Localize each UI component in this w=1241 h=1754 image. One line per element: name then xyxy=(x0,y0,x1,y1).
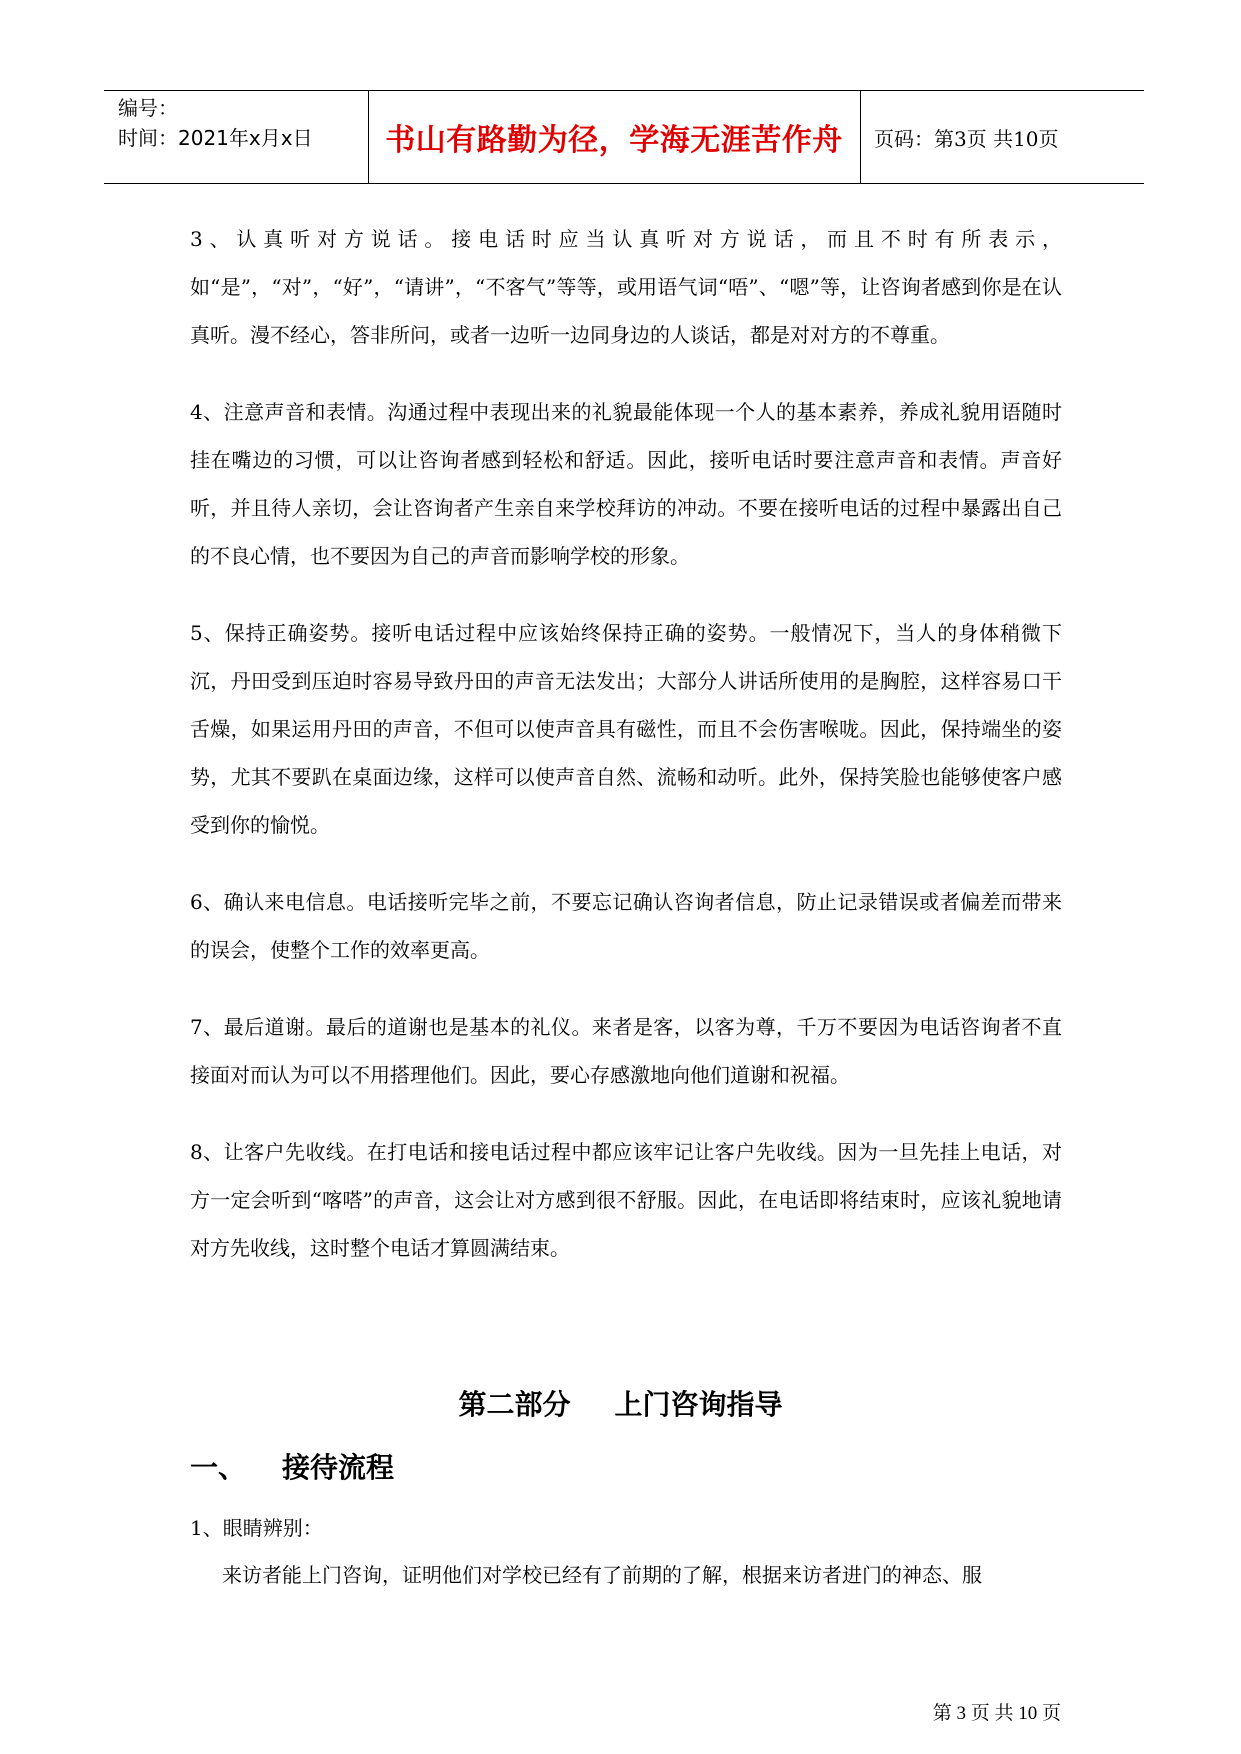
page-footer: 第 3 页 共 10 页 xyxy=(932,1703,1061,1724)
paragraph-8: 8、让客户先收线。在打电话和接电话过程中都应该牢记让客户先收线。因为一旦先挂上电话，对方一定会听到“喀嗒”的声音，这会让对方感到很不舒服。因此，在电话即将结束时，应该礼貌地请对方先收线，这时整个电话才算圆满结束。 xyxy=(190,1140,1062,1260)
header-motto: 书山有路勤为径，学海无涯苦作舟 xyxy=(385,123,843,158)
list-item-label: 1、眼睛辨别： xyxy=(190,1516,323,1540)
paragraph-3: 3、认真听对方说话。接电话时应当认真听对方说话，而且不时有所表示，如“是”，“对”，“好”，“请讲”，“不客气”等等，或用语气词“唔”、“嗯”等，让咨询者感到你是在认真听。漫不经心，答非所问，或者一边听一边同身边的人谈话，都是对对方的不尊重。 xyxy=(190,227,1062,347)
header-page-code: 页码：第3页 共10页 xyxy=(874,126,1059,151)
document-number-label: 编号： xyxy=(118,96,178,120)
paragraph-7: 7、最后道谢。最后的道谢也是基本的礼仪。来者是客，以客为尊，千万不要因为电话咨询者不直接面对而认为可以不用搭理他们。因此，要心存感激地向他们道谢和祝福。 xyxy=(190,1015,1062,1087)
list-item-text: 来访者能上门咨询，证明他们对学校已经有了前期的了解，根据来访者进门的神态、服 xyxy=(222,1563,982,1587)
section-part-title: 上门咨询指导 xyxy=(614,1388,783,1421)
subsection-title: 接待流程 xyxy=(282,1451,395,1484)
subsection-number: 一、 xyxy=(190,1451,247,1484)
document-body xyxy=(190,215,1062,1301)
header-meta xyxy=(118,93,313,153)
section-part-label: 第二部分 xyxy=(458,1388,571,1421)
paragraph-6: 6、确认来电信息。电话接听完毕之前，不要忘记确认咨询者信息，防止记录错误或者偏差而带来的误会，使整个工作的效率更高。 xyxy=(190,890,1062,962)
page-header xyxy=(104,90,1144,184)
section-heading xyxy=(0,1383,1241,1423)
subsection-heading xyxy=(190,1446,394,1486)
paragraph-5: 5、保持正确姿势。接听电话过程中应该始终保持正确的姿势。一般情况下，当人的身体稍微下沉，丹田受到压迫时容易导致丹田的声音无法发出；大部分人讲话所使用的是胸腔，这样容易口干舌燥，如果运用丹田的声音，不但可以使声音具有磁性，而且不会伤害喉咙。因此，保持端坐的姿势，尤其不要趴在桌面边缘，这样可以使声音自然、流畅和动听。此外，保持笑脸也能够使客户感受到你的愉悦。 xyxy=(190,621,1062,837)
paragraph-4: 4、注意声音和表情。沟通过程中表现出来的礼貌最能体现一个人的基本素养，养成礼貌用语随时挂在嘴边的习惯，可以让咨询者感到轻松和舒适。因此，接听电话时要注意声音和表情。声音好听，并且待人亲切，会让咨询者产生亲自来学校拜访的冲动。不要在接听电话的过程中暴露出自己的不良心情，也不要因为自己的声音而影响学校的形象。 xyxy=(190,400,1062,568)
document-time-label: 时间：2021年x月x日 xyxy=(118,126,313,150)
